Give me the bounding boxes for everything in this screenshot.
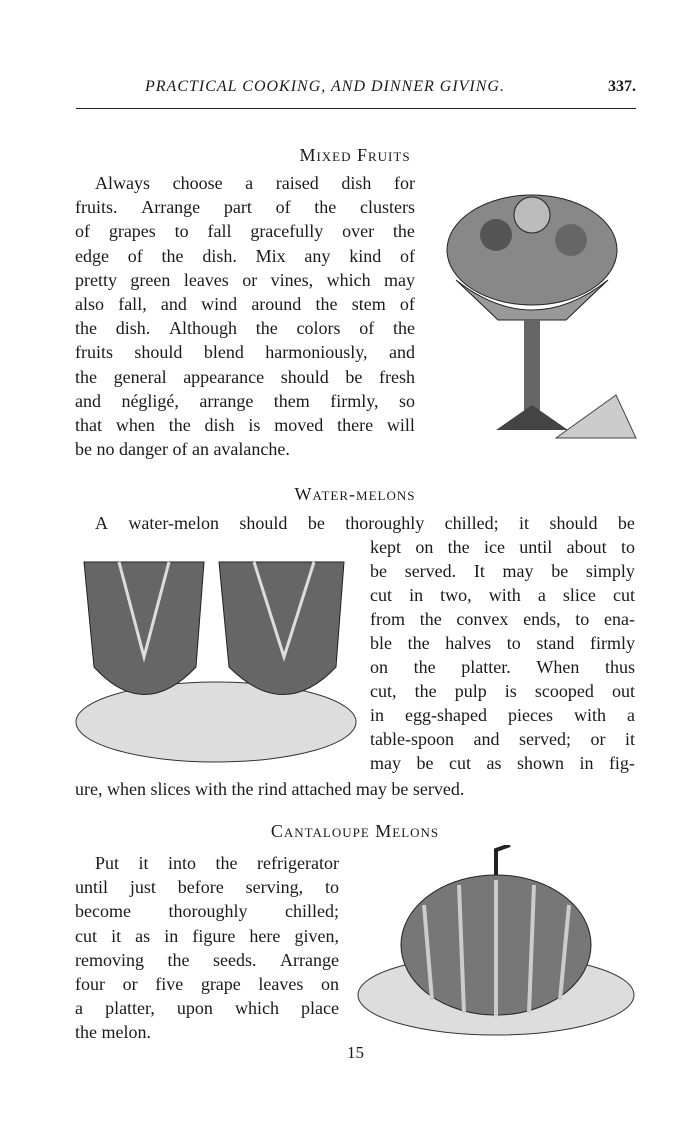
word: five xyxy=(155,973,184,994)
word: should xyxy=(134,342,183,363)
word: out xyxy=(611,681,635,701)
word: fruits. xyxy=(75,197,118,218)
word: shown xyxy=(516,753,564,773)
text-line xyxy=(370,559,635,583)
text-line xyxy=(75,972,339,996)
cantaloupe-paragraph xyxy=(75,851,339,1045)
text-line xyxy=(75,171,415,195)
word: until xyxy=(75,877,109,898)
word: the xyxy=(419,609,442,629)
word: with xyxy=(573,705,606,725)
word: figure xyxy=(192,925,236,946)
word: table-spoon xyxy=(370,729,454,749)
word: cut xyxy=(75,925,97,946)
word: there xyxy=(337,414,374,435)
text-line: be no danger of an avalanche. xyxy=(75,439,290,460)
text-line xyxy=(370,655,635,679)
word: the xyxy=(392,318,415,339)
word: is xyxy=(504,681,517,701)
word: grapes xyxy=(108,221,156,242)
word: edge xyxy=(75,245,109,266)
word: removing xyxy=(75,949,144,970)
word: leaves xyxy=(183,269,229,290)
text-line xyxy=(75,924,339,948)
word: ble xyxy=(370,633,392,653)
word: be xyxy=(551,561,569,581)
word: in xyxy=(579,753,594,773)
word: is xyxy=(248,414,261,435)
word: Although xyxy=(168,318,237,339)
word: the xyxy=(167,949,190,970)
text-line xyxy=(75,413,415,437)
word: may xyxy=(384,269,415,290)
word: Put xyxy=(95,853,120,873)
word: the xyxy=(392,221,415,242)
word: just xyxy=(129,877,156,898)
word: the xyxy=(447,537,470,557)
word: simply xyxy=(585,561,635,581)
text-line xyxy=(75,244,415,268)
word: water-melon xyxy=(128,513,220,533)
word: here xyxy=(249,925,281,946)
text-line xyxy=(370,679,635,703)
word: and xyxy=(160,293,187,314)
word: two, xyxy=(440,585,472,605)
word: on xyxy=(415,537,434,557)
word: cut xyxy=(613,585,635,605)
word: thoroughly xyxy=(345,513,425,533)
word: also xyxy=(75,293,104,314)
word: any xyxy=(304,245,331,266)
word: ice xyxy=(483,537,505,557)
cantaloupe-illustration xyxy=(354,845,638,1040)
word: be xyxy=(617,513,635,533)
word: green xyxy=(130,269,171,290)
text-line: the melon. xyxy=(75,1022,151,1043)
word: served; xyxy=(518,729,571,749)
word: grape xyxy=(200,973,241,994)
word: will xyxy=(386,414,415,435)
word: scooped xyxy=(534,681,594,701)
word: Always xyxy=(95,173,150,193)
word: dish xyxy=(204,414,235,435)
word: fresh xyxy=(378,366,415,387)
text-line xyxy=(75,292,415,316)
word: arrange xyxy=(199,390,254,411)
word: should xyxy=(280,366,329,387)
word: or xyxy=(590,729,606,749)
word: for xyxy=(393,173,415,193)
word: in xyxy=(164,925,179,946)
water-melons-last-line xyxy=(75,777,635,801)
word: or xyxy=(122,973,138,994)
word: into xyxy=(168,853,197,873)
text-line xyxy=(75,195,415,219)
text-line xyxy=(75,996,339,1020)
section-title-water-melons: Water-melons xyxy=(294,484,416,504)
text-line xyxy=(75,851,339,875)
text-line: ure, when slices with the rind attached may be served. xyxy=(75,779,465,799)
word: fall xyxy=(207,221,232,242)
word: the xyxy=(75,366,97,387)
word: before xyxy=(177,877,224,898)
word: dish. xyxy=(202,245,237,266)
text-line xyxy=(75,340,415,364)
word: as xyxy=(486,753,502,773)
word: be xyxy=(370,561,387,581)
word: be xyxy=(416,753,434,773)
word: slice xyxy=(562,585,596,605)
word: firmly xyxy=(589,633,635,653)
water-melons-first-line xyxy=(75,511,635,535)
word: harmoniously, xyxy=(265,342,368,363)
word: which xyxy=(234,998,279,1019)
word: When xyxy=(536,657,580,677)
word: A xyxy=(95,513,108,533)
word: may xyxy=(502,561,534,581)
word: fig- xyxy=(608,753,635,773)
word: dish. xyxy=(115,318,151,339)
mixed-fruits-paragraph xyxy=(75,171,415,461)
word: kept xyxy=(370,537,401,557)
text-line xyxy=(75,389,415,413)
word: or xyxy=(242,269,258,290)
text-line xyxy=(75,316,415,340)
word: Mix xyxy=(255,245,286,266)
text-line xyxy=(75,219,415,243)
word: serving, xyxy=(245,877,304,898)
text-line xyxy=(370,607,635,631)
text-line xyxy=(370,583,635,607)
word: general xyxy=(113,366,167,387)
word: be xyxy=(307,513,325,533)
signature-mark: 15 xyxy=(347,1043,364,1062)
text-line xyxy=(75,268,415,292)
word: on xyxy=(370,657,388,677)
text-line xyxy=(75,899,339,923)
word: thoroughly xyxy=(168,901,248,922)
word: and xyxy=(388,342,415,363)
text-line xyxy=(370,631,635,655)
text-line xyxy=(75,948,339,972)
word: served. xyxy=(404,561,457,581)
word: to xyxy=(506,633,521,653)
word: firmly, xyxy=(330,390,379,411)
word: It xyxy=(473,561,485,581)
water-melon-illustration xyxy=(74,547,358,767)
word: around xyxy=(251,293,302,314)
word: the xyxy=(414,681,437,701)
word: of xyxy=(127,245,143,266)
word: the xyxy=(315,293,338,314)
text-line xyxy=(370,703,635,727)
word: of xyxy=(400,245,415,266)
word: over xyxy=(342,221,375,242)
word: of xyxy=(359,318,375,339)
word: choose xyxy=(172,173,223,193)
word: and xyxy=(75,390,101,411)
word: about xyxy=(566,537,607,557)
word: pieces xyxy=(507,705,553,725)
word: ena- xyxy=(604,609,635,629)
word: should xyxy=(239,513,288,533)
word: leaves xyxy=(258,973,304,994)
word: stand xyxy=(536,633,575,653)
word: cut xyxy=(370,585,392,605)
word: blend xyxy=(203,342,244,363)
running-title: PRACTICAL COOKING, AND DINNER GIVING. xyxy=(145,78,505,95)
word: dish xyxy=(341,173,372,193)
word: the xyxy=(255,318,278,339)
word: it xyxy=(138,853,149,873)
word: chilled; xyxy=(285,901,339,922)
word: may xyxy=(370,753,401,773)
word: as xyxy=(135,925,151,946)
text-line xyxy=(75,875,339,899)
word: to xyxy=(620,537,635,557)
word: cut xyxy=(448,753,471,773)
word: part xyxy=(223,197,252,218)
text-line xyxy=(370,727,635,751)
word: in xyxy=(409,585,424,605)
word: refrigerator xyxy=(257,853,339,873)
word: be xyxy=(345,366,363,387)
word: the xyxy=(407,633,430,653)
word: become xyxy=(75,901,131,922)
word: cut, xyxy=(370,681,397,701)
word: to xyxy=(575,609,590,629)
word: when xyxy=(115,414,155,435)
word: them xyxy=(273,390,310,411)
word: Arrange xyxy=(280,949,339,970)
word: to xyxy=(324,877,339,898)
word: fruits xyxy=(75,342,113,363)
word: fall, xyxy=(118,293,147,314)
word: ends, xyxy=(523,609,561,629)
word: given, xyxy=(294,925,339,946)
word: so xyxy=(398,390,415,411)
word: the xyxy=(314,197,337,218)
word: a xyxy=(626,705,635,725)
word: place xyxy=(301,998,339,1019)
word: the xyxy=(168,414,191,435)
word: the xyxy=(413,657,436,677)
text-line xyxy=(75,1020,339,1044)
word: thus xyxy=(604,657,635,677)
word: pulp xyxy=(454,681,487,701)
word: raised xyxy=(275,173,319,193)
word: it xyxy=(111,925,122,946)
word: platter, xyxy=(105,998,155,1019)
word: chilled; xyxy=(444,513,499,533)
word: and xyxy=(473,729,500,749)
word: a xyxy=(245,173,254,193)
word: a xyxy=(75,998,83,1019)
word: which xyxy=(326,269,371,290)
water-melons-paragraph xyxy=(370,535,635,775)
word: to xyxy=(174,221,189,242)
word: on xyxy=(321,973,339,994)
word: pretty xyxy=(75,269,117,290)
text-line xyxy=(75,365,415,389)
word: that xyxy=(75,414,102,435)
word: egg-shaped xyxy=(405,705,487,725)
text-line xyxy=(370,751,635,775)
page-number: 337. xyxy=(608,78,636,95)
text-line xyxy=(370,535,635,559)
word: platter. xyxy=(461,657,511,677)
word: convex xyxy=(456,609,509,629)
word: kind xyxy=(349,245,382,266)
word: of xyxy=(75,221,90,242)
word: with xyxy=(488,585,521,605)
word: four xyxy=(75,973,105,994)
word: upon xyxy=(176,998,213,1019)
word: wind xyxy=(201,293,238,314)
word: appearance xyxy=(183,366,265,387)
word: stem xyxy=(351,293,386,314)
text-line xyxy=(75,437,415,461)
word: gracefully xyxy=(250,221,324,242)
fruit-dish-illustration xyxy=(426,180,638,455)
section-title-mixed-fruits: Mixed Fruits xyxy=(299,145,411,165)
word: from xyxy=(370,609,405,629)
section-title-cantaloupe-melons: Cantaloupe Melons xyxy=(270,821,440,841)
word: in xyxy=(370,705,385,725)
word: until xyxy=(519,537,553,557)
word: the xyxy=(215,853,238,873)
word: should xyxy=(549,513,598,533)
word: moved xyxy=(274,414,324,435)
word: of xyxy=(399,293,415,314)
word: of xyxy=(275,197,291,218)
word: a xyxy=(537,585,546,605)
word: seeds. xyxy=(213,949,257,970)
word: it xyxy=(519,513,530,533)
word: Arrange xyxy=(141,197,201,218)
word: colors xyxy=(296,318,341,339)
word: clusters xyxy=(359,197,415,218)
header-rule xyxy=(76,108,636,109)
word: the xyxy=(161,245,184,266)
word: négligé, xyxy=(121,390,179,411)
word: it xyxy=(624,729,635,749)
word: vines, xyxy=(270,269,314,290)
word: halves xyxy=(445,633,492,653)
word: the xyxy=(75,318,97,339)
